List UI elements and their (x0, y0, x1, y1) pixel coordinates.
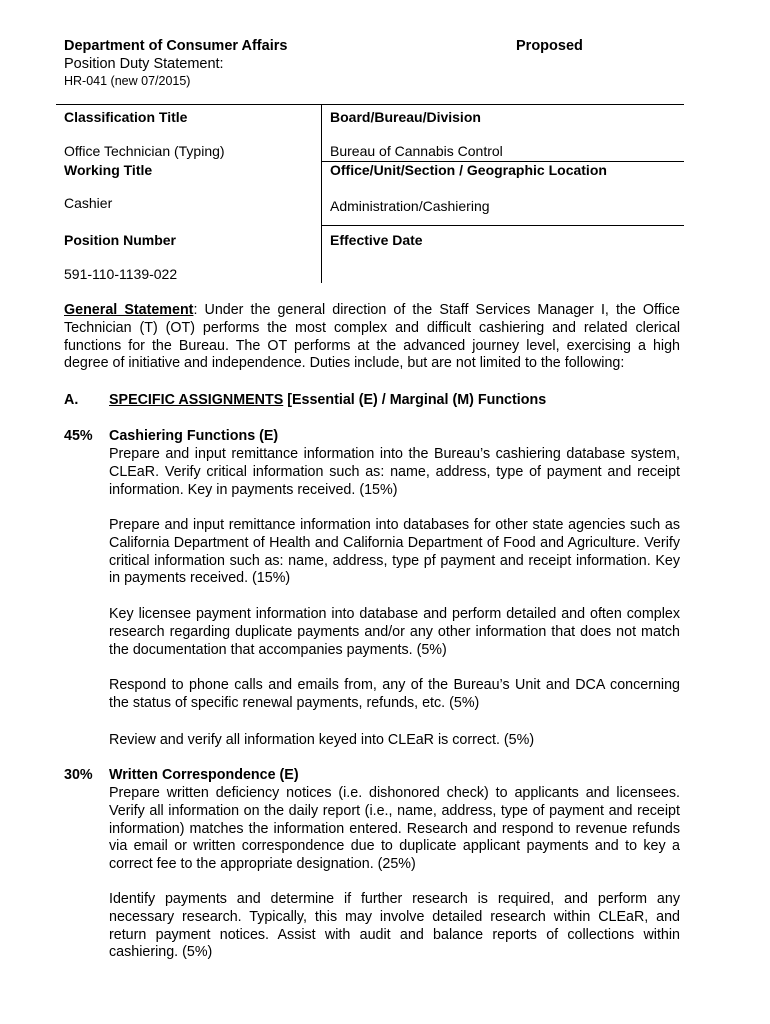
function-percent: 30% (64, 767, 93, 783)
classification-label: Classification Title (64, 109, 188, 125)
status-label: Proposed (516, 38, 583, 54)
duty-paragraph: Review and verify all information keyed into CLEaR is correct. (5%) (109, 732, 535, 748)
function-percent: 45% (64, 428, 93, 444)
working-title-value: Cashier (64, 195, 113, 211)
duty-paragraph: Identify payments and determine if further research is required, and perform any necessary research. Typically, this may involve detailed research within CLEaR, and return payment notices. Assist with audit and balance reports of collections within cashiering. (5%) (109, 891, 680, 961)
duty-paragraph: Respond to phone calls and emails from, any of the Bureau’s Unit and DCA concerning the status of specific renewal payments, refunds, etc. (5%) (109, 677, 680, 711)
section-letter: A. (64, 392, 79, 408)
general-statement (64, 302, 680, 373)
position-number-label: Position Number (64, 232, 177, 248)
table-right-divider-2 (321, 225, 684, 226)
duty-paragraph: Prepare and input remittance information into databases for other state agencies such as California Department of Health and California Department of Food and Agriculture. Verify critical information such as: name, address, type pf payment and receipt information. Key in payments received. (15%) (109, 517, 680, 587)
department-name: Department of Consumer Affairs (64, 38, 288, 54)
classification-value: Office Technician (Typing) (64, 143, 225, 159)
table-top-border (56, 104, 684, 105)
section-title (109, 392, 546, 408)
office-label: Office/Unit/Section / Geographic Location (330, 162, 607, 178)
board-value: Bureau of Cannabis Control (330, 143, 503, 159)
board-label: Board/Bureau/Division (330, 109, 481, 125)
office-value: Administration/Cashiering (330, 198, 490, 214)
section-title-main: SPECIFIC ASSIGNMENTS (109, 392, 284, 408)
general-statement-label: General Statement (64, 302, 194, 318)
duty-paragraph: Prepare written deficiency notices (i.e. dishonored check) to applicants and licensees. Verify all information on the daily report (i.e., name, address, type of payment and receipt information) matches the information entered. Research and respond to revenue refunds via email or written correspondence due to duplicate applicant payments and to key a correct fee to the appropriate designation. (25%) (109, 785, 680, 873)
duty-paragraph: Key licensee payment information into database and perform detailed and often complex research regarding duplicate payments and/or any other information that does not match the documentation that accompanies payments. (5%) (109, 606, 680, 658)
effective-date-label: Effective Date (330, 232, 423, 248)
position-number-value: 591-110-1139-022 (64, 266, 178, 282)
duty-paragraph: Prepare and input remittance information into the Bureau’s cashiering database system, CLEaR. Verify critical information such as: name, address, type of payment and receipt information. Key in payments received. (15%) (109, 446, 680, 498)
general-statement-text: : Under the general direction of the Staff Services Manager I, the Office Technician (T) (OT) performs the most complex and difficult cashiering and related clerical functions for the Bureau. The OT performs at the advanced journey level, exercising a high degree of initiative and independence. Duties include, but are not limited to the following: (64, 302, 680, 372)
form-code: HR-041 (new 07/2015) (64, 74, 191, 88)
function-title: Cashiering Functions (E) (109, 428, 279, 444)
function-title: Written Correspondence (E) (109, 767, 299, 783)
table-column-divider (321, 104, 322, 283)
section-title-rest: [Essential (E) / Marginal (M) Functions (283, 392, 547, 408)
info-table (56, 104, 684, 283)
document-title: Position Duty Statement: (64, 56, 224, 72)
working-title-label: Working Title (64, 162, 153, 178)
